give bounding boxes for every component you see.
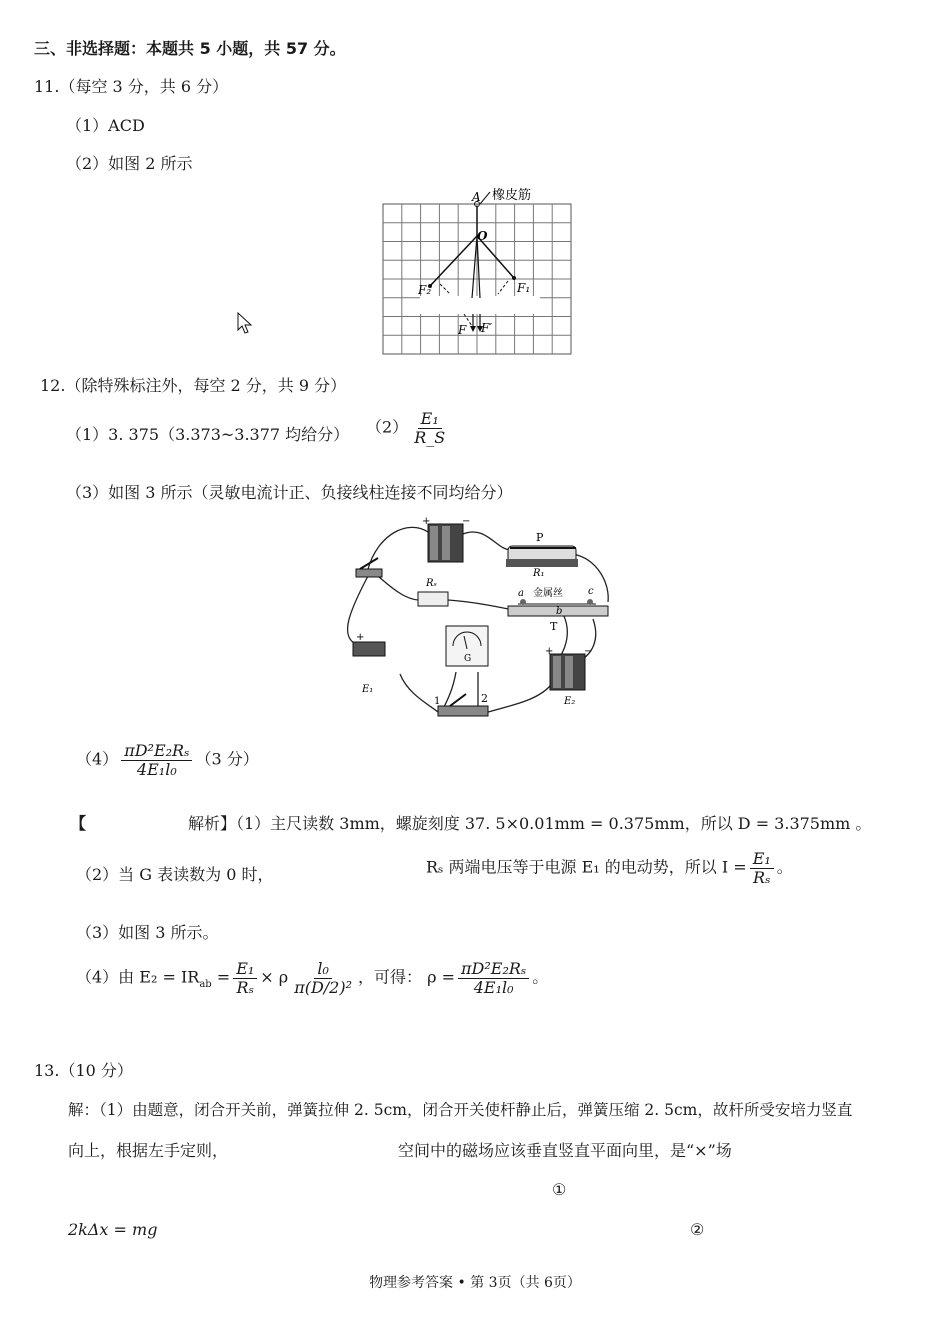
- q12-answer-4-num: πD²E₂Rₛ: [121, 742, 192, 761]
- q11-answer-2: （2）如图 2 所示: [66, 154, 193, 173]
- label-O: O: [477, 229, 488, 243]
- analysis-1: 解析】（1）主尺读数 3mm，螺旋刻度 37. 5×0.01mm = 0.375mm，所以 D = 3.375mm 。: [188, 814, 872, 833]
- label-a: a: [518, 588, 524, 599]
- analysis-2-den: Rₛ: [753, 867, 771, 887]
- analysis-4-f1-num: E₁: [233, 960, 257, 979]
- analysis-4-d: ，可得： ρ =: [358, 967, 455, 987]
- q13-line-1: 解：（1）由题意，闭合开关前，弹簧拉伸 2. 5cm，闭合开关使杆静止后，弹簧压缩 2. 5cm，故杆所受安培力竖直: [68, 1101, 853, 1119]
- q12-answer-2-fraction: [411, 410, 448, 446]
- analysis-4-fraction-2: [291, 960, 355, 996]
- label-F1: F₁: [517, 281, 531, 295]
- analysis-2-text: Rₛ 两端电压等于电源 E₁ 的电动势，所以 I =: [426, 857, 747, 877]
- analysis-2-fraction: [750, 850, 774, 886]
- q11-note: （每空 3 分，共 6 分）: [59, 77, 229, 96]
- figure-2-force-diagram: [380, 186, 580, 358]
- q13-note: （10 分）: [59, 1061, 133, 1080]
- analysis-4-b: =: [211, 967, 231, 987]
- q12-answer-1: （1）3. 375（3.373~3.377 均给分）: [66, 425, 350, 444]
- q11-header: [34, 74, 228, 97]
- analysis-2-num: E₁: [750, 850, 774, 869]
- equation-mark-2: ②: [690, 1220, 705, 1239]
- q12-note: （除特殊标注外，每空 2 分，共 9 分）: [65, 376, 347, 395]
- analysis-4-c: × ρ: [260, 967, 289, 987]
- analysis-4-f2-num: l₀: [314, 960, 332, 979]
- svg-text:+: +: [422, 516, 431, 527]
- label-A: A: [472, 190, 481, 204]
- label-P: P: [536, 531, 544, 544]
- label-F2: F₂: [418, 283, 432, 297]
- q11-answer-1: （1）ACD: [66, 116, 145, 135]
- q11-number: 11.: [34, 77, 60, 96]
- label-R1: R₁: [533, 568, 545, 579]
- page-footer: 物理参考答案 • 第 3页（共 6页）: [369, 1275, 581, 1291]
- label-G: G: [464, 654, 472, 664]
- q12-answer-4-prefix: （4）: [76, 749, 119, 769]
- q12-header: [40, 373, 346, 396]
- q12-answer-2: [366, 410, 451, 446]
- section-heading: 三、非选择题：本题共 5 小题，共 57 分。: [34, 39, 346, 58]
- analysis-4-end: 。: [532, 967, 549, 987]
- label-switch-2: 2: [481, 692, 488, 705]
- q12-answer-2-den: R_S: [414, 427, 446, 447]
- label-b: b: [556, 606, 563, 617]
- svg-text:+: +: [545, 646, 554, 657]
- label-E1: E₁: [362, 684, 374, 695]
- analysis-4-a: （4）由 E₂ = IR: [76, 967, 200, 987]
- q12-answer-4: [76, 742, 259, 778]
- analysis-2-b: [426, 850, 793, 886]
- q13-line-2-b: 空间中的磁场应该垂直竖直平面向里，是“×”场: [398, 1141, 732, 1160]
- q12-answer-4-note: （3 分）: [195, 749, 259, 769]
- q12-answer-4-den: 4E₁l₀: [136, 759, 177, 779]
- figure-3-circuit: [338, 514, 628, 724]
- analysis-3: （3）如图 3 所示。: [76, 923, 219, 942]
- label-rubber-band: 橡皮筋: [492, 188, 532, 203]
- label-T: T: [550, 620, 558, 633]
- analysis-4-f2-den: π(D/2)²: [294, 977, 352, 997]
- q12-number: 12.: [40, 376, 66, 395]
- analysis-4-f3-den: 4E₁l₀: [473, 977, 514, 997]
- label-F-prime: F′: [481, 321, 493, 335]
- analysis-4-f3-num: πD²E₂Rₛ: [458, 960, 529, 979]
- equation-mark-1: ①: [552, 1180, 567, 1199]
- analysis-4-sub: ab: [199, 978, 212, 990]
- analysis-open-bracket: 【: [70, 814, 87, 833]
- svg-text:−: −: [462, 516, 471, 527]
- q13-equation-2: 2kΔx = mg: [68, 1220, 158, 1239]
- label-switch-1: 1: [434, 696, 441, 707]
- svg-text:−: −: [584, 646, 593, 657]
- q12-answer-3: （3）如图 3 所示（灵敏电流计正、负接线柱连接不同均给分）: [66, 483, 513, 502]
- label-wire: 金属丝: [533, 588, 563, 599]
- svg-text:+: +: [356, 632, 365, 643]
- label-E2: E₂: [564, 696, 576, 707]
- analysis-4: [76, 960, 548, 996]
- q13-number: 13.: [34, 1061, 60, 1080]
- analysis-2-a: （2）当 G 表读数为 0 时，: [76, 865, 274, 884]
- label-F: F: [458, 323, 467, 337]
- label-Rs: Rₛ: [426, 578, 437, 589]
- analysis-2-end: 。: [776, 857, 793, 877]
- analysis-4-fraction-3: [458, 960, 529, 996]
- analysis-4-fraction-1: [233, 960, 257, 996]
- q12-answer-2-prefix: （2）: [366, 417, 409, 437]
- mouse-cursor-icon: [237, 312, 253, 334]
- analysis-4-f1-den: Rₛ: [236, 977, 254, 997]
- q12-answer-4-fraction: [121, 742, 192, 778]
- q12-answer-2-num: E₁: [418, 410, 442, 429]
- q13-header: [34, 1058, 133, 1081]
- label-c: c: [588, 586, 594, 597]
- q13-line-2-a: 向上，根据左手定则，: [68, 1141, 229, 1160]
